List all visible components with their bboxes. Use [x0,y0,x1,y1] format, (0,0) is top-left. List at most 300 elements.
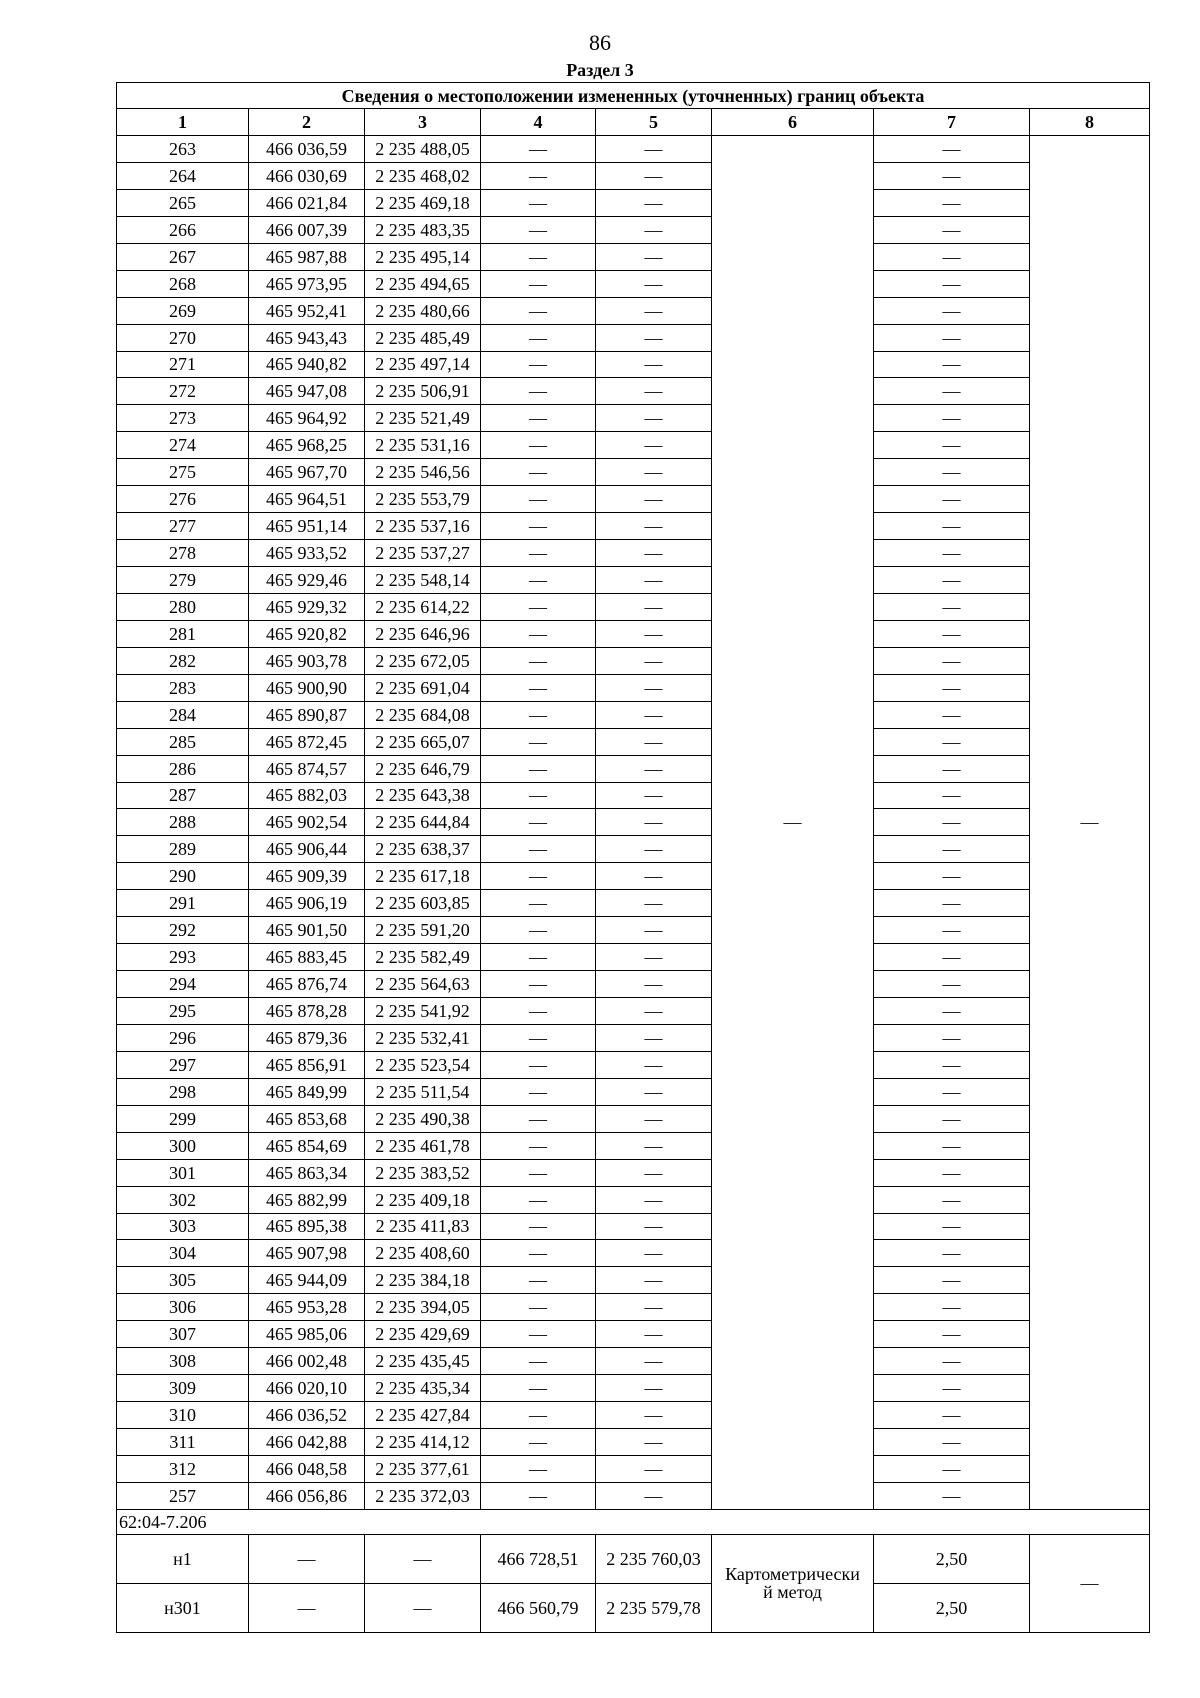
table-row [117,1348,1150,1375]
table-row [117,486,1150,513]
dash-cell: — [481,189,596,216]
dash-cell: — [596,136,712,163]
dash-cell: — [481,136,596,163]
dash-cell: — [874,243,1030,270]
coord-y: 2 235 643,38 [365,782,481,809]
table-row [117,1375,1150,1402]
coord-x: 465 906,19 [249,890,365,917]
table-row [117,378,1150,405]
table-row [117,1186,1150,1213]
coord-y: 2 235 591,20 [365,917,481,944]
dash-cell: — [874,647,1030,674]
dash-cell: — [874,1321,1030,1348]
section-title: Раздел 3 [566,60,634,80]
dash-cell: — [874,1294,1030,1321]
dash-cell: — [596,216,712,243]
table-row [117,809,1150,836]
dash-cell: — [596,809,712,836]
point-number: 306 [117,1294,249,1321]
table-row [117,863,1150,890]
point-number: 279 [117,567,249,594]
coord-y: 2 235 532,41 [365,1024,481,1051]
dash-cell: — [874,540,1030,567]
dash-cell: — [596,1375,712,1402]
point-number: 285 [117,728,249,755]
coord-x: 466 007,39 [249,216,365,243]
coord-x: 465 882,99 [249,1186,365,1213]
coord-y: 2 235 537,27 [365,540,481,567]
dash-cell: — [596,836,712,863]
coord-y: 2 235 488,05 [365,136,481,163]
point-number: н1 [117,1534,249,1583]
coord-x: 465 920,82 [249,620,365,647]
dash-cell: — [481,540,596,567]
table-row [117,836,1150,863]
dash-cell: — [481,351,596,378]
point-number: 263 [117,136,249,163]
dash-cell: — [481,567,596,594]
point-number: 278 [117,540,249,567]
table-row [117,1402,1150,1429]
point-number: 300 [117,1132,249,1159]
dash-cell: — [874,189,1030,216]
column-6-merged-dash: — [712,136,874,1510]
column-8-merged-dash: — [1030,1534,1150,1632]
coord-x: 465 951,14 [249,513,365,540]
dash-cell: — [481,1024,596,1051]
dash-cell: — [874,593,1030,620]
coord-x: 465 890,87 [249,701,365,728]
table-row [117,1583,1150,1632]
dash-cell: — [874,1429,1030,1456]
dash-cell: — [874,971,1030,998]
point-number: 281 [117,620,249,647]
coord-x: 465 953,28 [249,1294,365,1321]
table-row [117,540,1150,567]
coord-y: 2 235 483,35 [365,216,481,243]
point-number: 267 [117,243,249,270]
table-row [117,674,1150,701]
dash-cell: — [596,243,712,270]
coord-x: 465 872,45 [249,728,365,755]
point-number: 291 [117,890,249,917]
precision-value: 2,50 [874,1583,1030,1632]
point-number: 307 [117,1321,249,1348]
dash-cell: — [874,1240,1030,1267]
point-number: 287 [117,782,249,809]
dash-cell: — [874,701,1030,728]
point-number: 276 [117,486,249,513]
coord-y: 2 235 691,04 [365,674,481,701]
coord-y: 2 235 553,79 [365,486,481,513]
precision-value: 2,50 [874,1534,1030,1583]
point-number: 312 [117,1455,249,1482]
table-row [117,1105,1150,1132]
point-number: 304 [117,1240,249,1267]
coord-x: 465 879,36 [249,1024,365,1051]
coord-x: 465 909,39 [249,863,365,890]
dash-cell: — [596,1024,712,1051]
coord-y: 2 235 411,83 [365,1213,481,1240]
table-row [117,1132,1150,1159]
coord-y: 2 235 435,45 [365,1348,481,1375]
point-number: 264 [117,162,249,189]
coord-x: 466 030,69 [249,162,365,189]
dash-cell: — [481,216,596,243]
table-row [117,351,1150,378]
coord-x: 465 903,78 [249,647,365,674]
dash-cell: — [481,459,596,486]
dash-cell: — [481,593,596,620]
dash-cell: — [481,701,596,728]
point-number: 272 [117,378,249,405]
table-row [117,1051,1150,1078]
method-line: Картометрически [725,1564,860,1585]
table-row [117,162,1150,189]
table-row [117,189,1150,216]
dash-cell: — [596,432,712,459]
point-number: 275 [117,459,249,486]
table-row [117,593,1150,620]
point-number: 301 [117,1159,249,1186]
coord-x: 465 856,91 [249,1051,365,1078]
dash-cell: — [874,351,1030,378]
coord-x: 465 967,70 [249,459,365,486]
dash-cell: — [481,1186,596,1213]
dash-cell: — [596,620,712,647]
coord-y: 2 235 564,63 [365,971,481,998]
table-row [117,459,1150,486]
point-number: 271 [117,351,249,378]
dash-cell: — [596,1051,712,1078]
point-number: 282 [117,647,249,674]
coord-y: 2 235 506,91 [365,378,481,405]
dash-cell: — [874,1105,1030,1132]
table-row [117,1482,1150,1509]
column-number-6: 6 [712,109,874,136]
dash-cell: — [874,1024,1030,1051]
dash-cell: — [874,620,1030,647]
dash-cell: — [596,782,712,809]
dash-cell: — [874,459,1030,486]
column-number-8: 8 [1030,109,1150,136]
table-row [117,1429,1150,1456]
dash-cell: — [481,324,596,351]
dash-cell: — [874,162,1030,189]
dash-cell: — [481,405,596,432]
dash-cell: — [481,782,596,809]
point-number: 299 [117,1105,249,1132]
dash-cell: — [596,1186,712,1213]
dash-cell: — [596,486,712,513]
dash-cell: — [874,1078,1030,1105]
dash-cell: — [481,432,596,459]
dash-cell: — [596,1294,712,1321]
dash-cell: — [481,243,596,270]
dash-cell: — [596,1429,712,1456]
dash-cell: — [596,189,712,216]
dash-cell: — [874,836,1030,863]
coord-y: 2 235 531,16 [365,432,481,459]
dash-cell: — [481,674,596,701]
table-row [117,567,1150,594]
dash-cell: — [596,297,712,324]
dash-cell: — [596,405,712,432]
dash-cell: — [874,324,1030,351]
point-number: 290 [117,863,249,890]
coord-y: 2 235 480,66 [365,297,481,324]
dash-cell: — [481,1213,596,1240]
table-row [117,917,1150,944]
dash-cell: — [481,270,596,297]
dash-cell: — [874,216,1030,243]
dash-cell: — [874,1482,1030,1509]
column-number-1: 1 [117,109,249,136]
coord-x: 465 874,57 [249,755,365,782]
table-caption: Сведения о местоположении измененных (уточненных) границ объекта [117,83,1150,109]
table-row [117,701,1150,728]
dash-cell: — [481,1348,596,1375]
coord-x: 465 947,08 [249,378,365,405]
coord-x: 466 002,48 [249,1348,365,1375]
dash-cell: — [874,297,1030,324]
table-row [117,1455,1150,1482]
point-number: 268 [117,270,249,297]
dash-cell: — [481,1455,596,1482]
coord-y: 2 235 537,16 [365,513,481,540]
coord-y: 2 235 414,12 [365,1429,481,1456]
table-row [117,647,1150,674]
coord-y: 2 235 461,78 [365,1132,481,1159]
table-row [117,728,1150,755]
dash-cell: — [481,1240,596,1267]
dash-cell: — [481,755,596,782]
dash-cell: — [365,1534,481,1583]
dash-cell: — [874,136,1030,163]
dash-cell: — [481,890,596,917]
dash-cell: — [481,620,596,647]
dash-cell: — [596,1455,712,1482]
dash-cell: — [481,1321,596,1348]
table-row [117,513,1150,540]
dash-cell: — [874,486,1030,513]
coord-x: 465 906,44 [249,836,365,863]
coord-x: 465 854,69 [249,1132,365,1159]
table-row [117,1159,1150,1186]
dash-cell: — [481,1051,596,1078]
dash-cell: — [596,674,712,701]
coord-y: 2 235 617,18 [365,863,481,890]
table-row [117,405,1150,432]
dash-cell: — [874,1186,1030,1213]
coord-x: 465 907,98 [249,1240,365,1267]
dash-cell: — [874,270,1030,297]
dash-cell: — [596,1348,712,1375]
coord-x: 465 940,82 [249,351,365,378]
table-row [117,782,1150,809]
table-row [117,1267,1150,1294]
dash-cell: — [249,1534,365,1583]
point-number: 308 [117,1348,249,1375]
dash-cell: — [874,1051,1030,1078]
table-row [117,432,1150,459]
dash-cell: — [481,1132,596,1159]
coord-x: 465 952,41 [249,297,365,324]
dash-cell: — [874,1213,1030,1240]
coord-y: 2 235 579,78 [596,1583,712,1632]
dash-cell: — [481,1159,596,1186]
coord-y: 2 235 435,34 [365,1375,481,1402]
coord-y: 2 235 548,14 [365,567,481,594]
dash-cell: — [874,378,1030,405]
coord-x: 466 036,52 [249,1402,365,1429]
dash-cell: — [874,728,1030,755]
dash-cell: — [596,647,712,674]
coord-y: 2 235 511,54 [365,1078,481,1105]
coord-y: 2 235 665,07 [365,728,481,755]
coord-y: 2 235 490,38 [365,1105,481,1132]
coord-x: 465 900,90 [249,674,365,701]
dash-cell: — [596,1321,712,1348]
dash-cell: — [481,1482,596,1509]
dash-cell: — [481,1078,596,1105]
coord-x: 465 964,51 [249,486,365,513]
table-row [117,297,1150,324]
dash-cell: — [874,1402,1030,1429]
point-number: 269 [117,297,249,324]
point-number: 283 [117,674,249,701]
column-8-merged-dash: — [1030,136,1150,1510]
point-number: 295 [117,998,249,1025]
dash-cell: — [596,1213,712,1240]
point-number: 288 [117,809,249,836]
coord-x: 466 048,58 [249,1455,365,1482]
coord-y: 2 235 427,84 [365,1402,481,1429]
coord-x: 465 878,28 [249,998,365,1025]
dash-cell: — [596,1240,712,1267]
dash-cell: — [874,917,1030,944]
dash-cell: — [596,513,712,540]
coord-x: 465 895,38 [249,1213,365,1240]
dash-cell: — [481,917,596,944]
dash-cell: — [596,890,712,917]
coord-y: 2 235 644,84 [365,809,481,836]
coord-x: 465 968,25 [249,432,365,459]
table-row [117,1240,1150,1267]
coord-y: 2 235 495,14 [365,243,481,270]
table-row [117,755,1150,782]
dash-cell: — [596,459,712,486]
dash-cell: — [596,1105,712,1132]
page-number: 86 [589,30,611,55]
coord-y: 2 235 638,37 [365,836,481,863]
dash-cell: — [596,701,712,728]
point-number: 298 [117,1078,249,1105]
dash-cell: — [596,162,712,189]
dash-cell: — [874,567,1030,594]
point-number: 265 [117,189,249,216]
dash-cell: — [481,513,596,540]
point-number: 302 [117,1186,249,1213]
point-number: 274 [117,432,249,459]
dash-cell: — [874,1375,1030,1402]
coord-x: 465 973,95 [249,270,365,297]
point-number: 257 [117,1482,249,1509]
dash-cell: — [596,1078,712,1105]
point-number: 277 [117,513,249,540]
dash-cell: — [874,1267,1030,1294]
table-row [117,1024,1150,1051]
coord-x: 465 853,68 [249,1105,365,1132]
dash-cell: — [481,1429,596,1456]
point-number: 286 [117,755,249,782]
dash-cell: — [874,1455,1030,1482]
dash-cell: — [481,1294,596,1321]
subsection-label: 62:04-7.206 [117,1509,1150,1534]
coord-y: 2 235 672,05 [365,647,481,674]
coord-y: 2 235 469,18 [365,189,481,216]
dash-cell: — [481,486,596,513]
dash-cell: — [481,1402,596,1429]
point-number: 280 [117,593,249,620]
coord-y: 2 235 684,08 [365,701,481,728]
coord-x: 466 560,79 [481,1583,596,1632]
coord-x: 465 876,74 [249,971,365,998]
dash-cell: — [596,728,712,755]
table-row [117,1294,1150,1321]
coord-y: 2 235 384,18 [365,1267,481,1294]
coord-y: 2 235 408,60 [365,1240,481,1267]
point-number: 305 [117,1267,249,1294]
point-number: 270 [117,324,249,351]
coord-y: 2 235 468,02 [365,162,481,189]
dash-cell: — [481,1267,596,1294]
dash-cell: — [596,1267,712,1294]
dash-cell: — [596,593,712,620]
coord-x: 465 883,45 [249,944,365,971]
coord-y: 2 235 383,52 [365,1159,481,1186]
table-row [117,270,1150,297]
coord-x: 466 021,84 [249,189,365,216]
coord-x: 465 929,46 [249,567,365,594]
table-row [117,998,1150,1025]
dash-cell: — [481,728,596,755]
coord-y: 2 235 494,65 [365,270,481,297]
dash-cell: — [481,297,596,324]
dash-cell: — [481,162,596,189]
point-number: 293 [117,944,249,971]
dash-cell: — [874,1348,1030,1375]
dash-cell: — [596,998,712,1025]
dash-cell: — [481,863,596,890]
dash-cell: — [874,755,1030,782]
dash-cell: — [596,1159,712,1186]
method-cell [712,1534,874,1632]
table-row [117,324,1150,351]
dash-cell: — [481,647,596,674]
dash-cell: — [874,1159,1030,1186]
table-row [117,944,1150,971]
dash-cell: — [874,405,1030,432]
dash-cell: — [874,513,1030,540]
table-row [117,1213,1150,1240]
dash-cell: — [481,809,596,836]
table-row [117,243,1150,270]
point-number: 284 [117,701,249,728]
dash-cell: — [596,567,712,594]
coord-x: 465 863,34 [249,1159,365,1186]
coord-x: 466 056,86 [249,1482,365,1509]
